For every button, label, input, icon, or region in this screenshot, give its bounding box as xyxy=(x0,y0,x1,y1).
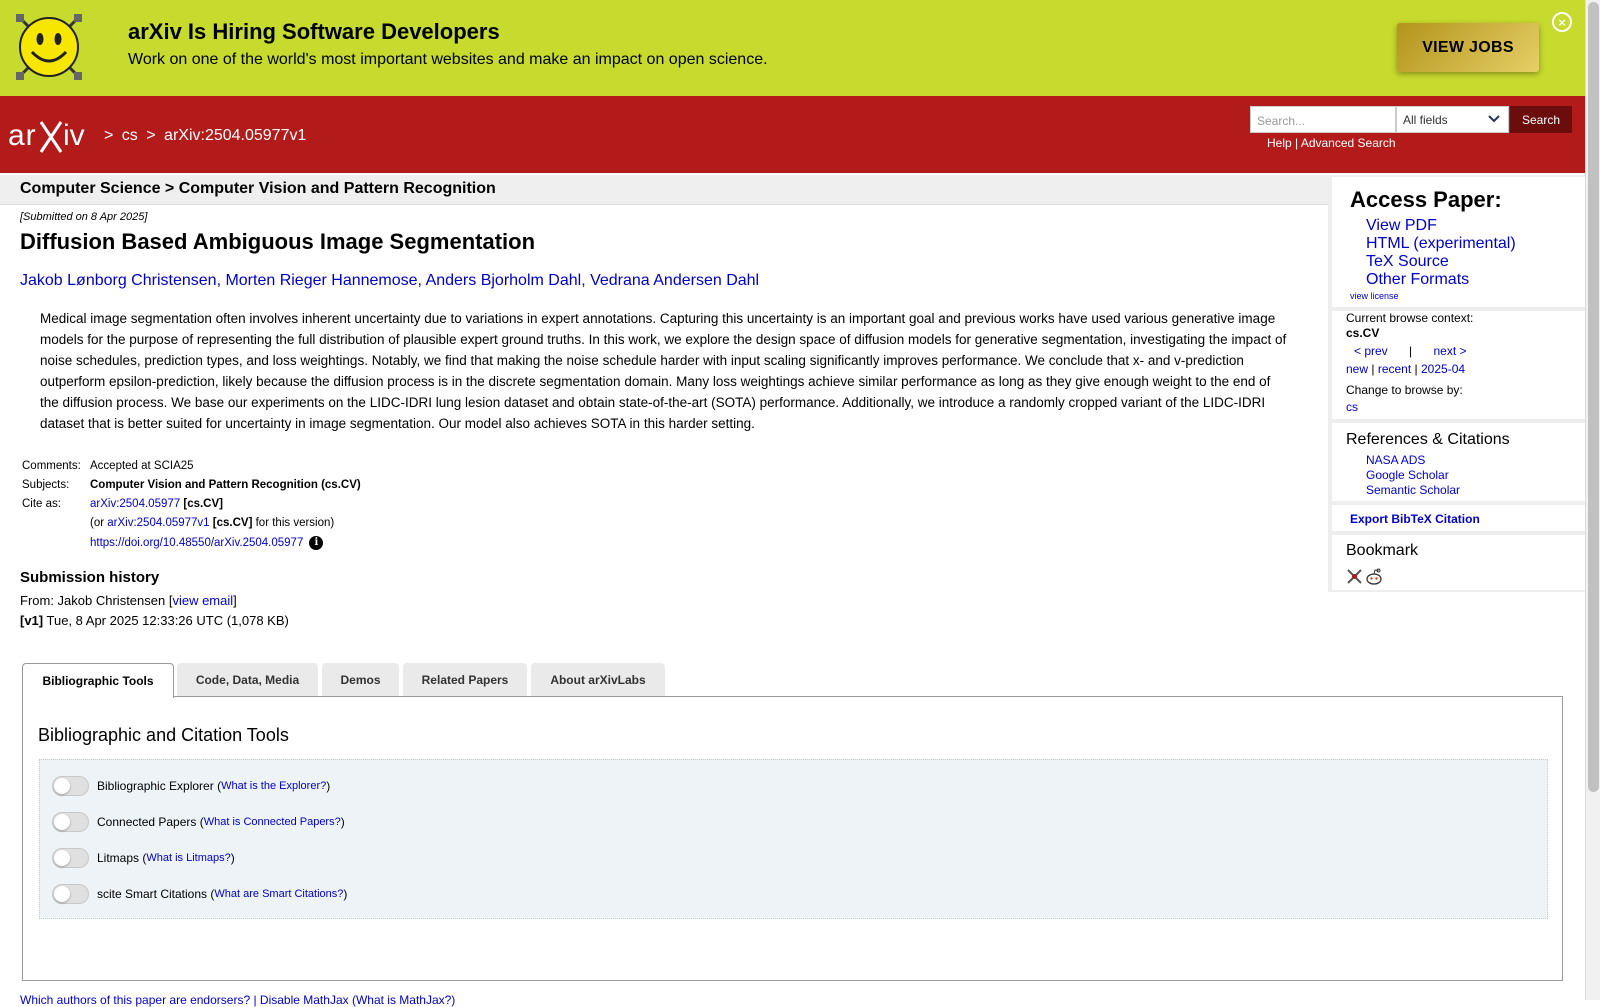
cite-version-category: [cs.CV] xyxy=(212,517,253,529)
or-text: (or xyxy=(90,517,105,529)
view-pdf-link[interactable]: View PDF xyxy=(1366,217,1437,234)
month-link[interactable]: 2025-04 xyxy=(1421,362,1466,376)
author-link[interactable]: Vedrana Andersen Dahl xyxy=(590,272,760,289)
close-banner-icon[interactable]: × xyxy=(1552,12,1572,32)
browse-context-panel xyxy=(1332,311,1585,419)
tex-source-link[interactable]: TeX Source xyxy=(1366,253,1449,270)
references-links xyxy=(1366,453,1460,498)
tab-related-papers[interactable]: Related Papers xyxy=(403,663,527,697)
tab-demos[interactable]: Demos xyxy=(322,663,399,697)
context-value: cs.CV xyxy=(1346,326,1380,340)
from-suffix: ] xyxy=(233,593,237,608)
view-license-link[interactable]: view license xyxy=(1350,291,1399,301)
nav-sep: | xyxy=(1414,362,1418,376)
search-input[interactable]: Search... xyxy=(1250,106,1396,133)
comments-label: Comments: xyxy=(22,460,81,472)
tab-about-arxivlabs[interactable]: About arXivLabs xyxy=(531,663,665,697)
site-header xyxy=(0,96,1585,173)
references-panel xyxy=(1332,423,1585,501)
view-jobs-button[interactable]: VIEW JOBS xyxy=(1397,23,1539,72)
list-item: scite Smart Citations ( What are Smart Citations? ) xyxy=(52,884,347,904)
subject-bar xyxy=(0,175,1328,205)
litmaps-toggle[interactable] xyxy=(52,848,89,868)
breadcrumb-sep: > xyxy=(104,127,114,144)
tool-info-link[interactable]: What is Litmaps? xyxy=(146,852,231,864)
google-scholar-link[interactable]: Google Scholar xyxy=(1366,468,1449,482)
change-browse-label: Change to browse by: xyxy=(1346,383,1463,397)
page-title: Diffusion Based Ambiguous Image Segmentation xyxy=(20,229,536,254)
new-link[interactable]: new xyxy=(1346,362,1369,376)
browse-cs-link[interactable]: cs xyxy=(1346,400,1358,414)
subjects-value: Computer Vision and Pattern Recognition (cs.CV) xyxy=(90,479,361,491)
cite-link[interactable]: arXiv:2504.05977 xyxy=(90,498,181,510)
tools-title: Bibliographic and Citation Tools xyxy=(38,725,289,745)
doi-link[interactable]: https://doi.org/10.48550/arXiv.2504.05977 xyxy=(90,537,304,550)
right-sidebar xyxy=(1328,175,1585,592)
version-entry xyxy=(20,613,289,628)
submission-from xyxy=(20,593,237,608)
page-scrollbar[interactable] xyxy=(1585,0,1600,1000)
search-help-links xyxy=(1267,136,1396,150)
svg-text:iv: iv xyxy=(63,119,85,152)
submission-history-title: Submission history xyxy=(20,569,160,586)
info-icon[interactable]: i xyxy=(309,536,323,550)
tab-code-data-media[interactable]: Code, Data, Media xyxy=(177,663,318,697)
search-button[interactable]: Search xyxy=(1510,106,1572,133)
list-item: Litmaps ( What is Litmaps? ) xyxy=(52,848,235,868)
connected-papers-toggle[interactable] xyxy=(52,812,89,832)
subject-heading: Computer Science > Computer Vision and Pattern Recognition xyxy=(20,180,496,197)
tools-list xyxy=(39,759,1548,919)
subjects-label: Subjects: xyxy=(22,479,70,491)
tool-label: scite Smart Citations xyxy=(97,887,208,901)
tool-label: Connected Papers xyxy=(97,815,197,829)
hiring-banner xyxy=(0,0,1585,96)
submitted-date: [Submitted on 8 Apr 2025] xyxy=(20,211,148,223)
chevron-down-icon xyxy=(1487,112,1501,126)
bibtex-panel xyxy=(1332,505,1585,531)
prev-link[interactable]: < prev xyxy=(1354,344,1388,358)
scrollbar-thumb[interactable] xyxy=(1588,2,1599,792)
tool-info-link[interactable]: What is Connected Papers? xyxy=(203,816,341,828)
banner-subtitle: Work on one of the world's most important websites and make an impact on open science. xyxy=(128,51,768,68)
nav-sep: | xyxy=(1409,344,1413,358)
html-link[interactable]: HTML (experimental) xyxy=(1366,235,1516,252)
context-label: Current browse context: xyxy=(1346,311,1474,325)
access-links xyxy=(1366,217,1516,289)
access-paper-panel xyxy=(1332,177,1585,307)
from-prefix: From: Jakob Christensen [ xyxy=(20,593,173,608)
scite-toggle[interactable] xyxy=(52,884,89,904)
tab-bibliographic-tools[interactable]: Bibliographic Tools xyxy=(22,663,174,698)
explorer-toggle[interactable] xyxy=(52,776,89,796)
comments-value: Accepted at SCIA25 xyxy=(90,460,194,472)
author-link[interactable]: Anders Bjorholm Dahl xyxy=(425,272,582,289)
author-list: Jakob Lønborg Christensen, Morten Rieger Hannemose, Anders Bjorholm Dahl, Vedrana Andersen Dahl xyxy=(20,272,760,289)
tool-info-link[interactable]: What is the Explorer? xyxy=(221,780,327,792)
recent-link[interactable]: recent xyxy=(1377,362,1412,376)
help-link[interactable]: Help xyxy=(1267,136,1292,150)
breadcrumb-cs[interactable]: cs xyxy=(121,127,138,144)
bookmark-panel xyxy=(1332,535,1585,590)
search-field-value: All fields xyxy=(1403,113,1448,127)
tool-info-link[interactable]: What are Smart Citations? xyxy=(214,888,344,900)
search-field-select[interactable] xyxy=(1396,106,1509,133)
nav-sep: | xyxy=(1371,362,1375,376)
breadcrumb xyxy=(104,127,310,145)
nasa-ads-link[interactable]: NASA ADS xyxy=(1366,453,1426,467)
tool-label: Bibliographic Explorer xyxy=(97,779,214,793)
smiley-icon xyxy=(14,12,84,82)
bookmark-title: Bookmark xyxy=(1346,542,1419,559)
bibsonomy-icon[interactable] xyxy=(1346,568,1363,585)
version-text: Tue, 8 Apr 2025 12:33:26 UTC (1,078 KB) xyxy=(46,613,289,628)
tab-panel xyxy=(22,696,1563,981)
next-link[interactable]: next > xyxy=(1433,344,1467,358)
other-formats-link[interactable]: Other Formats xyxy=(1366,271,1470,288)
arxiv-logo[interactable] xyxy=(8,116,104,156)
version-label: [v1] xyxy=(20,613,44,628)
breadcrumb-sep: > xyxy=(146,127,156,144)
cite-category: [cs.CV] xyxy=(183,498,223,510)
endorsers-link[interactable]: Which authors of this paper are endorsers? | Disable MathJax (What is MathJax?) xyxy=(20,993,456,1007)
reddit-icon[interactable] xyxy=(1365,568,1383,586)
view-email-link[interactable]: view email xyxy=(172,593,234,608)
help-sep: | xyxy=(1295,136,1299,150)
cite-version-link[interactable]: arXiv:2504.05977v1 xyxy=(107,517,210,529)
access-paper-title: Access Paper: xyxy=(1350,187,1502,212)
list-item: Connected Papers ( What is Connected Papers? ) xyxy=(52,812,345,832)
author-link[interactable]: Jakob Lønborg Christensen xyxy=(20,272,217,289)
for-version-text: for this version) xyxy=(255,517,335,529)
author-link[interactable]: Morten Rieger Hannemose xyxy=(225,272,418,289)
semantic-scholar-link[interactable]: Semantic Scholar xyxy=(1366,483,1461,497)
breadcrumb-paper-id: arXiv:2504.05977v1 xyxy=(164,127,307,144)
advanced-search-link[interactable]: Advanced Search xyxy=(1300,136,1396,150)
list-item: Bibliographic Explorer ( What is the Explorer? ) xyxy=(52,776,330,796)
tool-label: Litmaps xyxy=(97,851,140,865)
export-bibtex-link[interactable]: Export BibTeX Citation xyxy=(1350,512,1480,526)
svg-text:ar: ar xyxy=(8,119,37,152)
abstract: Medical image segmentation often involves inherent uncertainty due to variations in expert annotations. Capturing this uncertainty is an important goal and previous works have used various generative image models for the purpose of representing the full distribution of plausible expert ground truths. In this work, we explore the design space of diffusion models for generative segmentation, investigating the impact of noise schedules, prediction types, and loss weightings. Notably, we find that making the noise schedule harder with input scaling significantly improves performance. We conclude that x- and v-prediction outperform epsilon-prediction, likely because the diffusion process is in the discrete segmentation domain. Many loss weightings achieve similar performance as long as they give enough weight to the end of the diffusion process. We base our experiments on the LIDC-IDRI lung lesion dataset and obtain state-of-the-art (SOTA) performance. Additionally, we introduce a randomly cropped variant of the LIDC-IDRI dataset that is better suited for uncertainty in image segmentation. Our model also achieves SOTA in this harder setting. xyxy=(40,311,1287,431)
cite-label: Cite as: xyxy=(22,498,61,510)
banner-title: arXiv Is Hiring Software Developers xyxy=(128,19,500,44)
references-title: References & Citations xyxy=(1346,431,1510,448)
